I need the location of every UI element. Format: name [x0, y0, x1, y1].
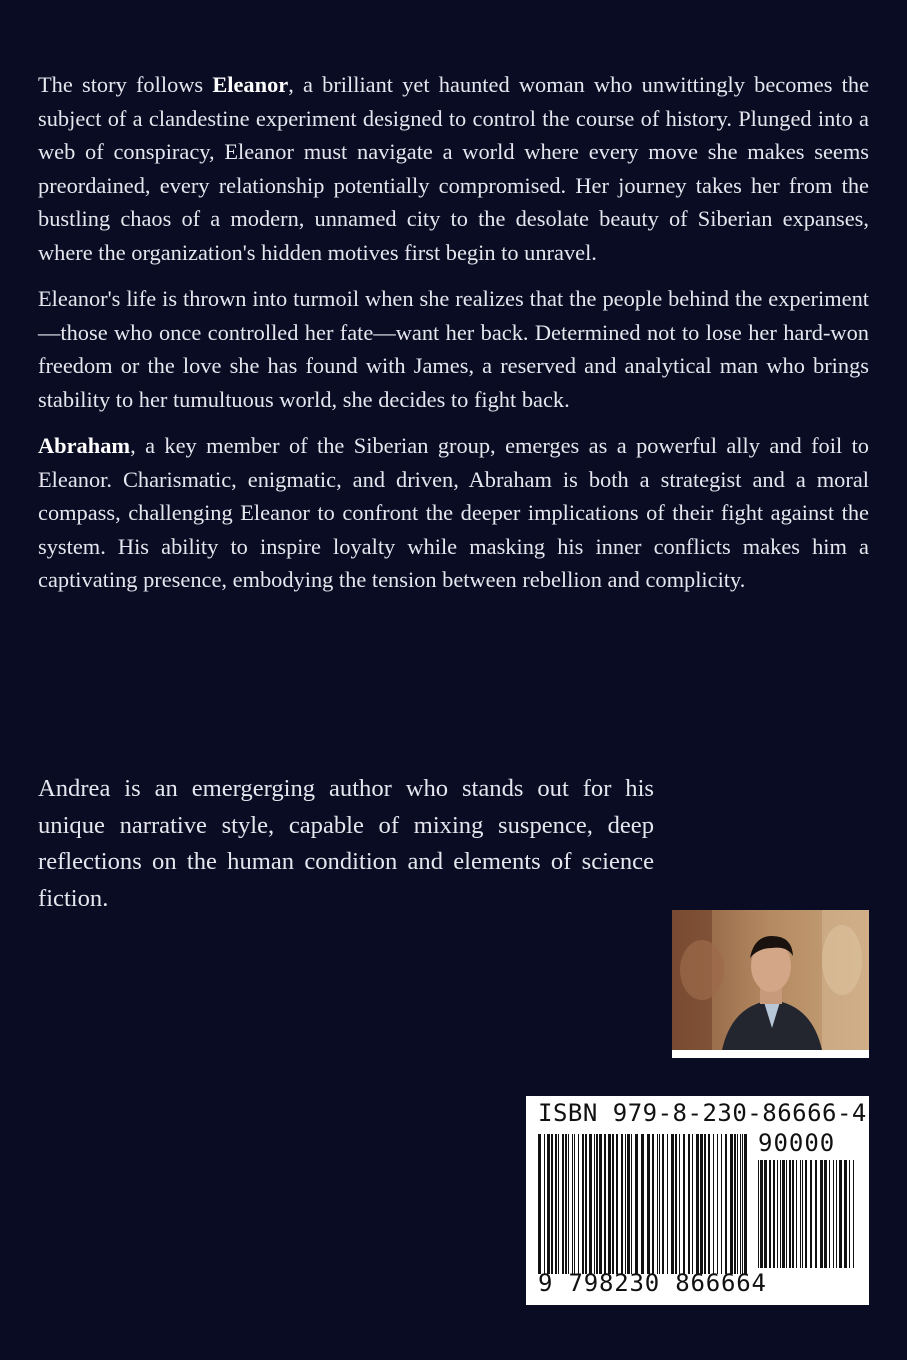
author-portrait-image [672, 910, 869, 1058]
barcode-digits: 9 798230 866664 [538, 1269, 767, 1297]
barcode-bars-addon [758, 1160, 858, 1268]
isbn-label: ISBN 979-8-230-86666-4 [538, 1099, 867, 1127]
back-cover-blurb [38, 68, 869, 610]
blurb-paragraph-2: Eleanor's life is thrown into turmoil when she realizes that the people behind the experiment—those who once controlled her fate—want her back. Determined not to lose her hard-won freedom or the love she has found with James, a reserved and analytical man who brings stability to her tumultuous world, she decides to fight back. [38, 286, 869, 412]
barcode-bars-main [538, 1134, 750, 1274]
blurb-paragraph-1: The story follows Eleanor, a brilliant yet haunted woman who unwittingly becomes the subject of a clandestine experiment designed to control the course of history. Plunged into a web of conspiracy, Eleanor must navigate a world where every move she makes seems preordained, every relationship potentially compromised. Her journey takes her from the bustling chaos of a modern, unnamed city to the desolate beauty of Siberian expanses, where the organization's hidden motives first begin to unravel. [38, 72, 870, 265]
isbn-barcode [526, 1096, 869, 1305]
author-photo [672, 910, 869, 1058]
author-bio-text: Andrea is an emergerging author who stands out for his unique narrative style, capable of mixing suspence, deep reflections on the human condition and elements of science fiction. [38, 775, 654, 912]
character-name-abraham: Abraham [38, 433, 131, 458]
author-bio [38, 771, 654, 917]
blurb-paragraph-3: Abraham, a key member of the Siberian group, emerges as a powerful ally and foil to Eleanor. Charismatic, enigmatic, and driven, Abraham is both a strategist and a moral compass, challenging Eleanor to confront the deeper implications of their fight against the system. His ability to inspire loyalty while masking his inner conflicts makes him a captivating presence, embodying the tension between rebellion and complicity. [38, 433, 869, 592]
price-code: 90000 [758, 1129, 836, 1157]
character-name-eleanor: Eleanor [212, 72, 289, 97]
